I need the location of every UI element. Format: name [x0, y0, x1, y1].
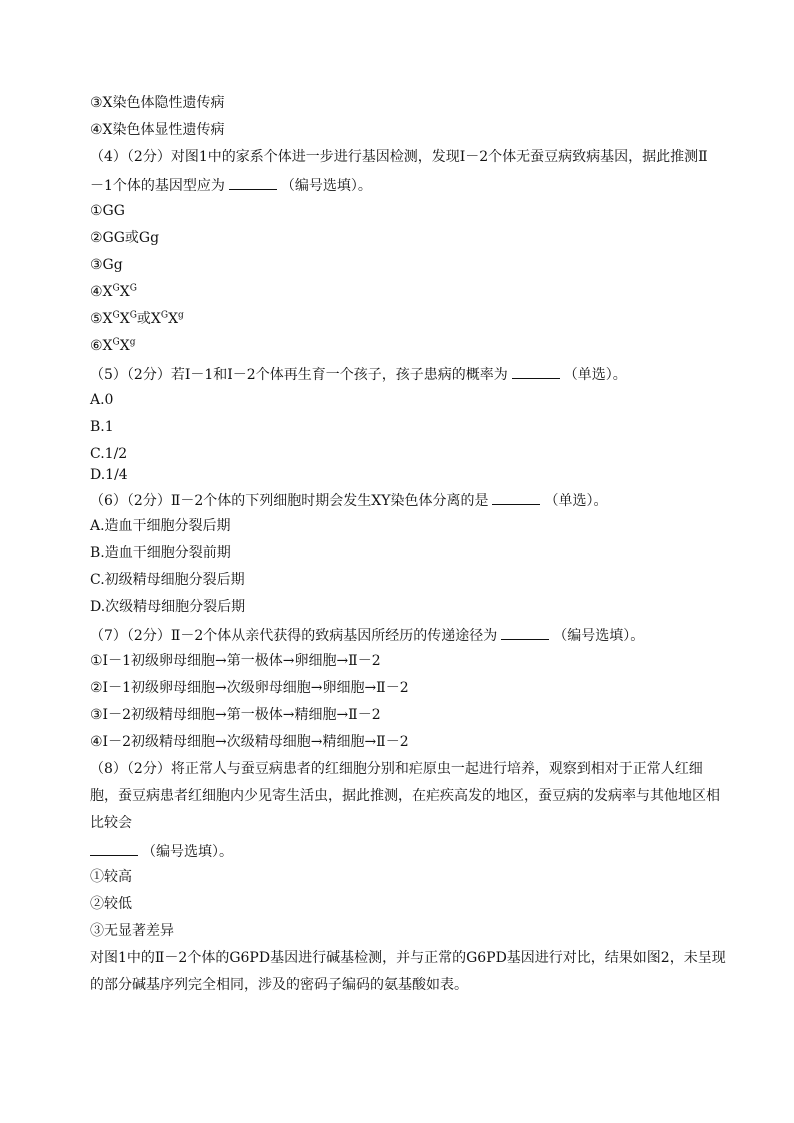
- option-gg-or-gg: ②GG或Gg: [90, 230, 160, 246]
- question-8-blank-line: [90, 841, 233, 861]
- option-d: D.1/4: [90, 467, 128, 483]
- question-6-stem: [90, 490, 607, 510]
- pathway-option-1: ①Ⅰ－1初级卵母细胞→第一极体→卵细胞→Ⅱ－2: [90, 653, 381, 669]
- question-suffix: （编号选填）。: [142, 844, 233, 860]
- pathway-option-4: ④Ⅰ－2初级精母细胞→次级精母细胞→精细胞→Ⅱ－2: [90, 734, 409, 750]
- option-xgxg: [90, 283, 137, 301]
- option-gg-hetero: ③Gg: [90, 257, 123, 273]
- option-d: D.次级精母细胞分裂后期: [90, 599, 246, 615]
- genotype-text: X: [168, 311, 179, 327]
- question-text: （5）（2分）若Ⅰ－1和Ⅰ－2个体再生育一个孩子，孩子患病的概率为: [90, 367, 508, 383]
- question-5-stem: [90, 364, 627, 384]
- option-b: B.1: [90, 419, 114, 435]
- allele-sup: G: [160, 310, 169, 321]
- option-x-dominant: ④X染色体显性遗传病: [90, 122, 225, 138]
- option-xgxg-carrier: [90, 337, 135, 355]
- genotype-text: X: [119, 284, 130, 300]
- question-text: （6）（2分）Ⅱ－2个体的下列细胞时期会发生XY染色体分离的是: [90, 493, 489, 509]
- passage-text-cont: 的部分碱基序列完全相同，涉及的密码子编码的氨基酸如表。: [90, 977, 468, 993]
- question-8-stem-cont: 胞，蚕豆病患者红细胞内少见寄生活虫，据此推测，在疟疾高发的地区，蚕豆病的发病率与其他地区相: [90, 788, 720, 804]
- answer-blank[interactable]: [90, 841, 138, 856]
- question-suffix: （单选）。: [544, 493, 608, 509]
- question-text: －1个体的基因型应为: [90, 178, 225, 194]
- answer-blank[interactable]: [492, 490, 540, 505]
- answer-blank[interactable]: [512, 364, 560, 379]
- genotype-text: X: [119, 338, 130, 354]
- answer-blank[interactable]: [501, 625, 549, 640]
- option-gg: ①GG: [90, 203, 125, 219]
- question-text: （7）（2分）Ⅱ－2个体从亲代获得的致病基因所经历的传递途径为: [90, 628, 498, 644]
- option-x-recessive: ③X染色体隐性遗传病: [90, 95, 225, 111]
- option-a: A.0: [90, 392, 114, 408]
- question-4-stem: （4）（2分）对图1中的家系个体进一步进行基因检测，发现Ⅰ－2个体无蚕豆病致病基因，据此推测Ⅱ: [90, 149, 708, 165]
- option-lower: ②较低: [90, 896, 132, 912]
- option-no-difference: ③无显著差异: [90, 923, 174, 939]
- genotype-text: 或X: [136, 311, 161, 327]
- allele-sup: G: [112, 283, 120, 294]
- question-suffix: （编号选填）。: [280, 178, 372, 194]
- question-7-stem: [90, 625, 644, 645]
- pathway-option-3: ③Ⅰ－2初级精母细胞→第一极体→精细胞→Ⅱ－2: [90, 707, 381, 723]
- answer-blank[interactable]: [229, 175, 277, 190]
- option-c: C.1/2: [90, 446, 128, 462]
- allele-sup: G: [112, 310, 120, 321]
- option-a: A.造血干细胞分裂后期: [90, 518, 231, 534]
- genotype-text: X: [119, 311, 130, 327]
- option-c: C.初级精母细胞分裂后期: [90, 572, 245, 588]
- question-8-stem-end: 比较会: [90, 815, 132, 831]
- option-higher: ①较高: [90, 869, 132, 885]
- genotype-text: ⑥X: [90, 338, 113, 354]
- allele-sup: G: [112, 337, 120, 348]
- pathway-option-2: ②Ⅰ－1初级卵母细胞→次级卵母细胞→卵细胞→Ⅱ－2: [90, 680, 409, 696]
- allele-sup: g: [129, 337, 136, 348]
- question-suffix: （单选）。: [563, 367, 627, 383]
- allele-sup: G: [129, 310, 137, 321]
- question-8-stem: （8）（2分）将正常人与蚕豆病患者的红细胞分别和疟原虫一起进行培养，观察到相对于正常人红细: [90, 761, 703, 777]
- question-suffix: （编号选填）。: [553, 628, 645, 644]
- genotype-text: ⑤X: [90, 311, 113, 327]
- genotype-text: ④X: [90, 284, 113, 300]
- passage-text: 对图1中的Ⅱ－2个体的G6PD基因进行碱基检测，并与正常的G6PD基因进行对比，结果如图2，未呈现: [90, 950, 726, 966]
- allele-sup: g: [178, 310, 184, 321]
- option-b: B.造血干细胞分裂前期: [90, 545, 231, 561]
- allele-sup: G: [129, 283, 137, 294]
- option-xgxg-or-xgxg: [90, 310, 184, 328]
- question-4-stem-cont: [90, 175, 372, 195]
